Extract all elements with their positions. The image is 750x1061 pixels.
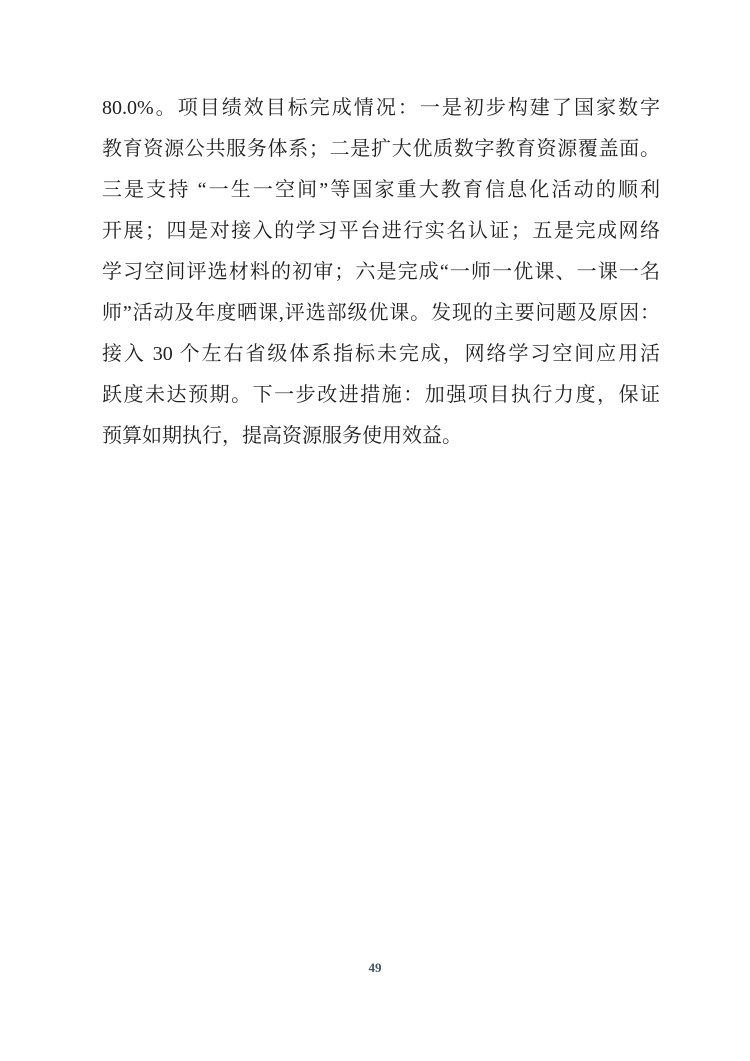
page-number: 49: [368, 960, 382, 975]
paragraph-line: 80.0%。项目绩效目标完成情况：一是初步构建了国家数字: [102, 97, 660, 119]
paragraph-line: 开展；四是对接入的学习平台进行实名认证；五是完成网络: [102, 220, 660, 242]
paragraph-line: 教育资源公共服务体系；二是扩大优质数字教育资源覆盖面。: [102, 138, 660, 160]
paragraph-line: 跃度未达预期。下一步改进措施：加强项目执行力度，保证: [102, 384, 660, 406]
paragraph-line: 学习空间评选材料的初审；六是完成“一师一优课、一课一名: [102, 261, 660, 283]
paragraph-line: 预算如期执行，提高资源服务使用效益。: [102, 425, 462, 447]
paragraph-line: 接入 30 个左右省级体系指标未完成，网络学习空间应用活: [102, 343, 660, 365]
paragraph-line: 师”活动及年度晒课,评选部级优课。发现的主要问题及原因：: [102, 302, 660, 324]
paragraph-line: 三是支持 “一生一空间”等国家重大教育信息化活动的顺利: [102, 179, 660, 201]
body-paragraph: [102, 88, 660, 457]
